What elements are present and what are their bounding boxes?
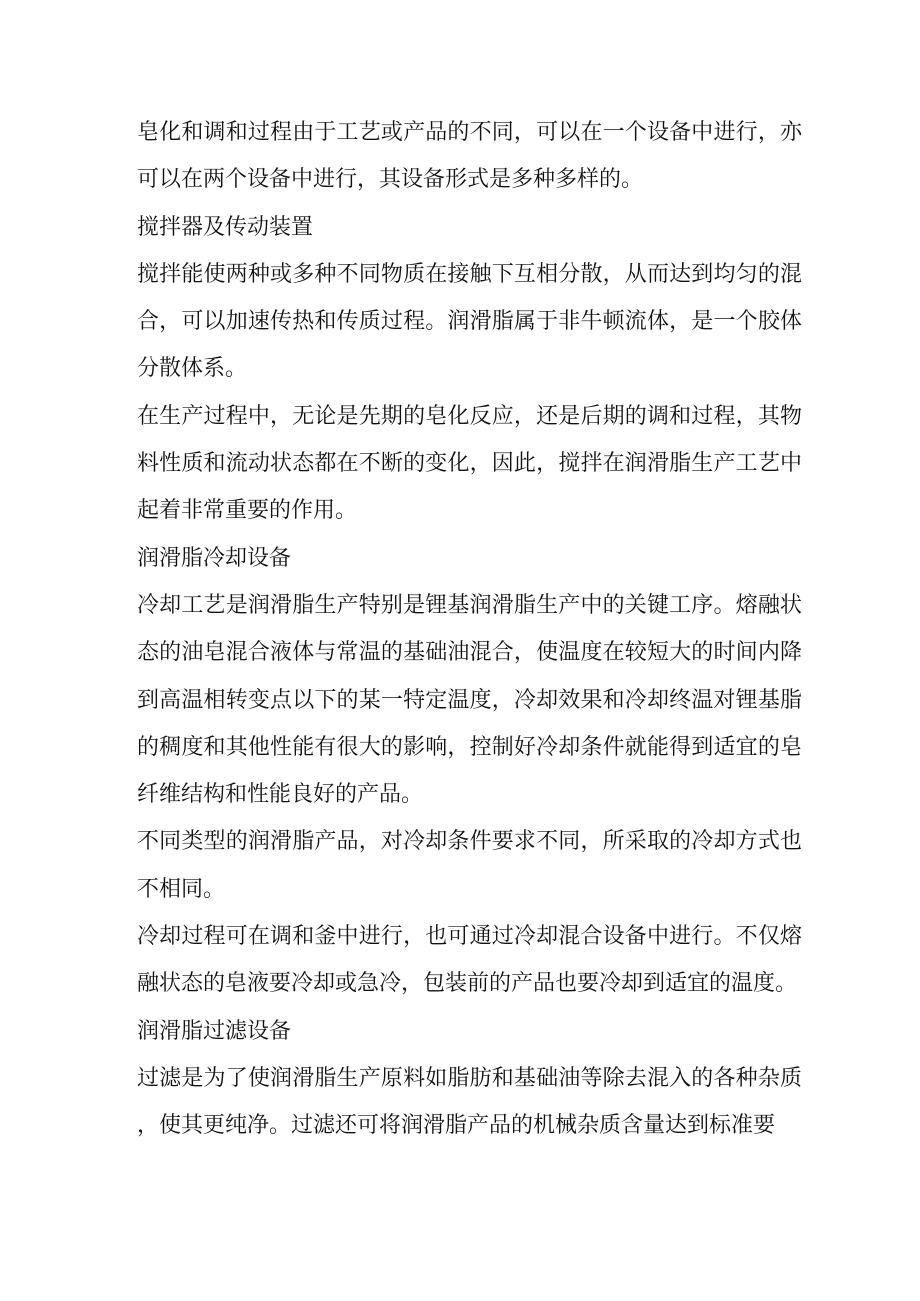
paragraph-cooling-process: 冷却工艺是润滑脂生产特别是锂基润滑脂生产中的关键工序。熔融状态的油皂混合液体与常温的基础油混合，使温度在较短大的时间内降到高温相转变点以下的某一特定温度，冷却效果和冷却终温对锂基脂的稠度和其他性能有很大的影响，控制好冷却条件就能得到适宜的皂纤维结构和性能良好的产品。 — [137, 592, 802, 808]
paragraph-cooling-methods: 冷却过程可在调和釜中进行，也可通过冷却混合设备中进行。不仅熔融状态的皂液要冷却或急冷，包装前的产品也要冷却到适宜的温度。 — [137, 924, 802, 997]
document-body — [137, 109, 802, 1150]
heading-agitator: 搅拌器及传动装置 — [137, 214, 314, 240]
paragraph-filtration: 过滤是为了使润滑脂生产原料如脂肪和基础油等除去混入的各种杂质，使其更纯净。过滤还可将润滑脂产品的机械杂质含量达到标准要 — [137, 1065, 802, 1139]
paragraph-production-process: 在生产过程中，无论是先期的皂化反应，还是后期的调和过程，其物料性质和流动状态都在不断的变化，因此，搅拌在润滑脂生产工艺中起着非常重要的作用。 — [137, 403, 802, 524]
heading-filtration-equipment: 润滑脂过滤设备 — [137, 1018, 292, 1044]
paragraph-cooling-types: 不同类型的润滑脂产品，对冷却条件要求不同，所采取的冷却方式也不相同。 — [137, 829, 802, 902]
paragraph-saponification: 皂化和调和过程由于工艺或产品的不同，可以在一个设备中进行，亦可以在两个设备中进行，其设备形式是多种多样的。 — [137, 120, 802, 193]
paragraph-agitation: 搅拌能使两种或多种不同物质在接触下互相分散，从而达到均匀的混合，可以加速传热和传质过程。润滑脂属于非牛顿流体，是一个胶体分散体系。 — [137, 261, 802, 382]
heading-cooling-equipment: 润滑脂冷却设备 — [137, 545, 292, 571]
